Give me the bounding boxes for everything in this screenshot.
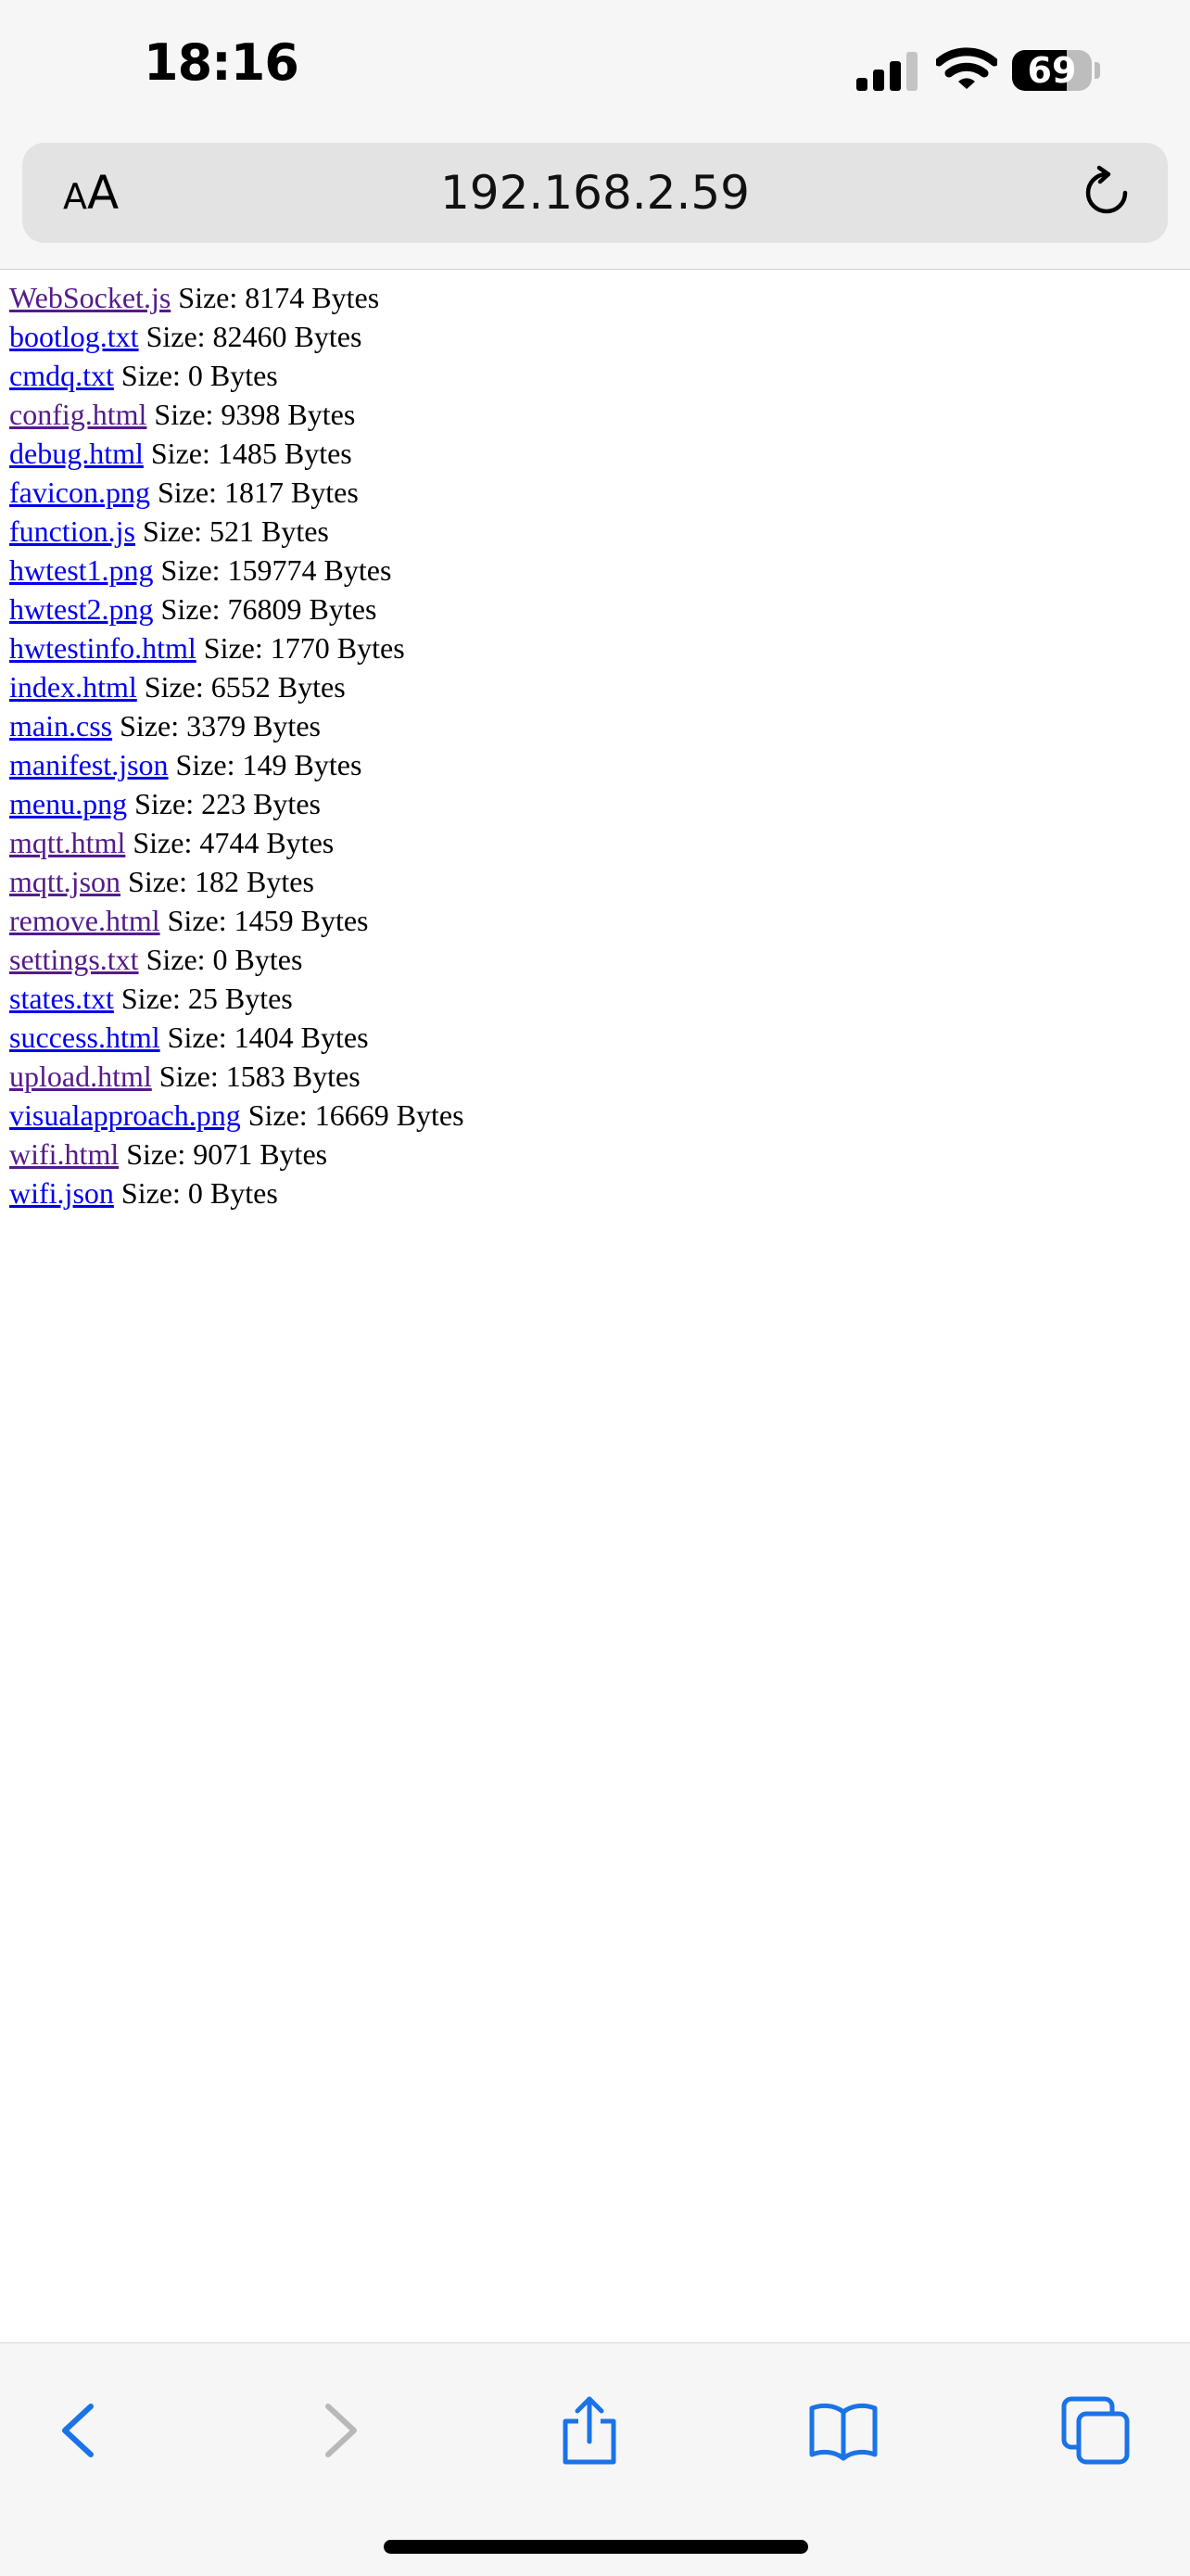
file-size: Size: 1817 Bytes xyxy=(157,476,359,509)
browser-address-area xyxy=(0,139,1190,270)
file-list-item xyxy=(9,395,464,434)
file-link[interactable]: wifi.html xyxy=(9,1137,120,1171)
text-size-small-label: A xyxy=(63,176,87,217)
url-text[interactable]: 192.168.2.59 xyxy=(440,166,750,220)
file-link[interactable]: cmdq.txt xyxy=(9,359,114,392)
file-link[interactable]: menu.png xyxy=(9,787,128,820)
file-size: Size: 0 Bytes xyxy=(146,943,303,976)
file-list-item xyxy=(9,628,464,667)
file-size: Size: 9398 Bytes xyxy=(154,398,356,431)
file-list-item xyxy=(9,901,464,940)
file-size: Size: 1485 Bytes xyxy=(150,437,352,470)
file-link[interactable]: mqtt.json xyxy=(9,865,121,898)
file-list-item xyxy=(9,473,464,512)
file-link[interactable]: debug.html xyxy=(9,437,144,470)
file-link[interactable]: bootlog.txt xyxy=(9,320,139,353)
address-bar[interactable] xyxy=(22,143,1168,243)
file-list-item xyxy=(9,979,464,1018)
file-list-item xyxy=(9,1135,464,1174)
file-link[interactable]: success.html xyxy=(9,1021,160,1054)
file-link[interactable]: visualapproach.png xyxy=(9,1098,241,1132)
file-link[interactable]: index.html xyxy=(9,670,137,704)
file-list xyxy=(9,278,464,1212)
file-list-item xyxy=(9,862,464,901)
text-size-large-label: A xyxy=(87,166,120,220)
file-link[interactable]: settings.txt xyxy=(9,943,139,976)
file-list-item xyxy=(9,317,464,356)
file-link[interactable]: main.css xyxy=(9,709,113,742)
status-bar xyxy=(0,0,1190,139)
file-list-item xyxy=(9,590,464,628)
file-list-item xyxy=(9,667,464,706)
file-link[interactable]: wifi.json xyxy=(9,1176,114,1210)
file-list-item xyxy=(9,1057,464,1096)
file-link[interactable]: favicon.png xyxy=(9,476,150,509)
file-list-item xyxy=(9,745,464,784)
file-size: Size: 9071 Bytes xyxy=(126,1137,328,1171)
file-list-item xyxy=(9,434,464,473)
battery-icon xyxy=(1012,50,1092,91)
file-size: Size: 0 Bytes xyxy=(120,359,278,392)
bookmarks-icon[interactable] xyxy=(806,2393,880,2468)
forward-icon[interactable] xyxy=(302,2393,376,2468)
file-list-item xyxy=(9,940,464,979)
file-link[interactable]: remove.html xyxy=(9,904,160,937)
file-size: Size: 25 Bytes xyxy=(120,982,293,1015)
file-size: Size: 521 Bytes xyxy=(142,514,329,548)
file-size: Size: 159774 Bytes xyxy=(160,553,392,587)
reload-icon[interactable] xyxy=(1079,165,1134,221)
file-link[interactable]: config.html xyxy=(9,398,147,431)
file-link[interactable]: hwtestinfo.html xyxy=(9,631,196,665)
file-size: Size: 76809 Bytes xyxy=(160,592,377,626)
browser-toolbar xyxy=(0,2342,1190,2576)
file-list-item xyxy=(9,278,464,317)
file-list-item xyxy=(9,1018,464,1057)
file-size: Size: 1404 Bytes xyxy=(167,1021,369,1054)
file-size: Size: 223 Bytes xyxy=(134,787,321,820)
file-link[interactable]: manifest.json xyxy=(9,748,169,781)
file-size: Size: 149 Bytes xyxy=(175,748,362,781)
file-list-item xyxy=(9,823,464,862)
file-size: Size: 8174 Bytes xyxy=(178,281,380,314)
file-size: Size: 16669 Bytes xyxy=(247,1098,464,1132)
back-icon[interactable] xyxy=(43,2393,117,2468)
file-link[interactable]: hwtest2.png xyxy=(9,592,154,626)
file-size: Size: 82460 Bytes xyxy=(146,320,362,353)
file-list-item xyxy=(9,706,464,745)
signal-icon xyxy=(856,52,919,91)
file-list-item xyxy=(9,356,464,395)
file-size: Size: 1770 Bytes xyxy=(203,631,405,665)
share-icon[interactable] xyxy=(552,2393,627,2468)
file-size: Size: 1583 Bytes xyxy=(158,1060,361,1093)
battery-percent: 69 xyxy=(1027,50,1077,91)
file-size: Size: 4744 Bytes xyxy=(133,826,335,859)
file-link[interactable]: upload.html xyxy=(9,1060,152,1093)
file-list-item xyxy=(9,551,464,590)
file-link[interactable]: states.txt xyxy=(9,982,114,1015)
tabs-icon[interactable] xyxy=(1058,2393,1133,2468)
file-link[interactable]: hwtest1.png xyxy=(9,553,154,587)
home-indicator xyxy=(384,2540,808,2554)
file-size: Size: 3379 Bytes xyxy=(120,709,321,742)
file-list-item xyxy=(9,784,464,823)
file-list-item xyxy=(9,512,464,551)
file-link[interactable]: WebSocket.js xyxy=(9,281,171,314)
file-list-item xyxy=(9,1174,464,1212)
file-link[interactable]: mqtt.html xyxy=(9,826,126,859)
file-link[interactable]: function.js xyxy=(9,514,135,548)
file-size: Size: 0 Bytes xyxy=(120,1176,278,1210)
wifi-icon xyxy=(936,46,997,91)
battery-tip xyxy=(1095,62,1100,79)
status-time: 18:16 xyxy=(144,33,298,92)
file-list-item xyxy=(9,1096,464,1135)
file-size: Size: 6552 Bytes xyxy=(144,670,346,704)
file-size: Size: 182 Bytes xyxy=(128,865,314,898)
file-size: Size: 1459 Bytes xyxy=(167,904,369,937)
